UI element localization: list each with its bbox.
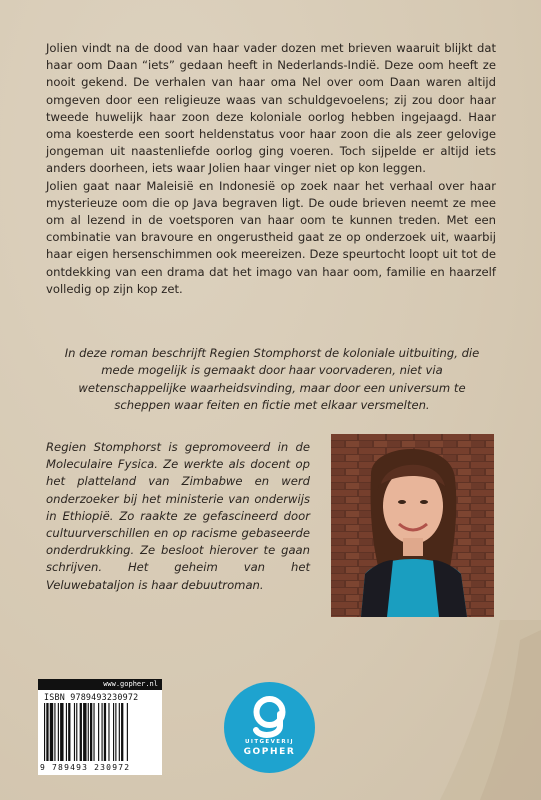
barcode-bar [102,703,103,761]
barcode-bar [60,703,63,761]
barcode-bar [119,703,120,761]
barcode-bar [80,703,82,761]
barcode-bar [108,703,109,761]
barcode-bar [83,703,86,761]
publisher-logo [224,682,315,773]
barcode-bar [54,703,55,761]
publisher-line-2: GOPHER [243,747,296,757]
barcode-bar [44,703,45,761]
barcode-block [38,679,162,775]
barcode-bar [66,703,67,761]
tagline: In deze roman beschrijft Regien Stomphorst de koloniale uitbuiting, die mede mogelijk is gemaakt door haar voorvaderen, niet via wetenschappelijke waarheidsvinding, maar door een universum te scheppen waar feiten en fictie met elkaar versmelten. [64,346,480,413]
gopher-g-icon [224,682,315,773]
barcode-bar [46,703,48,761]
synopsis-paragraph-1: Jolien vindt na de dood van haar vader dozen met brieven waaruit blijkt dat haar oom Daan “iets” gedaan heeft in Nederlands-Indië. Deze oom heeft ze nooit gekend. De verhalen van haar oma Nel over oom Daan waren altijd omgeven door een religieuze waas van schuldgevoelens; zij zou door haar tweede huwelijk haar zoon deze koloniale oorlog hebben ingejaagd. Haar oma koesterde een soort heldenstatus voor haar zoon die als zeer gelovige jongeman uit naastenliefde oorlog ging voeren. Toch sijpelde er altijd iets anders doorheen, iets waar Jolien haar vinger niet op kon leggen. [46,41,496,176]
isbn-label: ISBN 9789493230972 [44,692,139,702]
author-photo [331,434,494,617]
barcode-bar [74,703,75,761]
barcode-bar [121,703,123,761]
barcode-bar [58,703,59,761]
barcode-bar [76,703,77,761]
publisher-line-1: UITGEVERIJ [245,739,294,745]
synopsis-paragraph-2: Jolien gaat naar Maleisië en Indonesië op zoek naar het verhaal over haar mysterieuze oom die op Java begraven ligt. De oude brieven neemt ze mee om al lezend in de voetsporen van haar oom te kunnen treden. Met een combinatie van bravoure en ongerustheid gaat ze op onderzoek uit, waarbij haar eigen hersenschimmen ook meereizen. Deze speurtocht loopt uit tot de ontdekking van een drama dat het imago van haar oom, familie en haarzelf volledig op zijn kop zet. [46,178,496,296]
barcode-bar [68,703,70,761]
barcode-bar [113,703,114,761]
barcode-bar [93,703,94,761]
author-bio: Regien Stomphorst is gepromoveerd in de Moleculaire Fysica. Ze werkte als docent op het platteland van Zimbabwe en werd onderzoeker bij het ministerie van onderwijs in Ethiopië. Zo raakte ze gefascineerd door cultuurverschillen en op racisme gebaseerde onderdrukking. Ze besloot hierover te gaan schrijven. Het geheim van het Veluwebataljon is haar debuutroman. [46,440,310,592]
barcode-bars [44,703,156,761]
barcode-bar [127,703,128,761]
barcode-digits: 9 789493 230972 [40,763,131,772]
barcode-bar [90,703,92,761]
textured-corner-decoration [440,620,541,800]
barcode-bar [50,703,53,761]
barcode-bar [98,703,99,761]
barcode-bar [104,703,106,761]
barcode-bar [88,703,89,761]
publisher-url: www.gopher.nl [38,679,162,690]
synopsis [46,40,496,298]
barcode-bar [115,703,116,761]
